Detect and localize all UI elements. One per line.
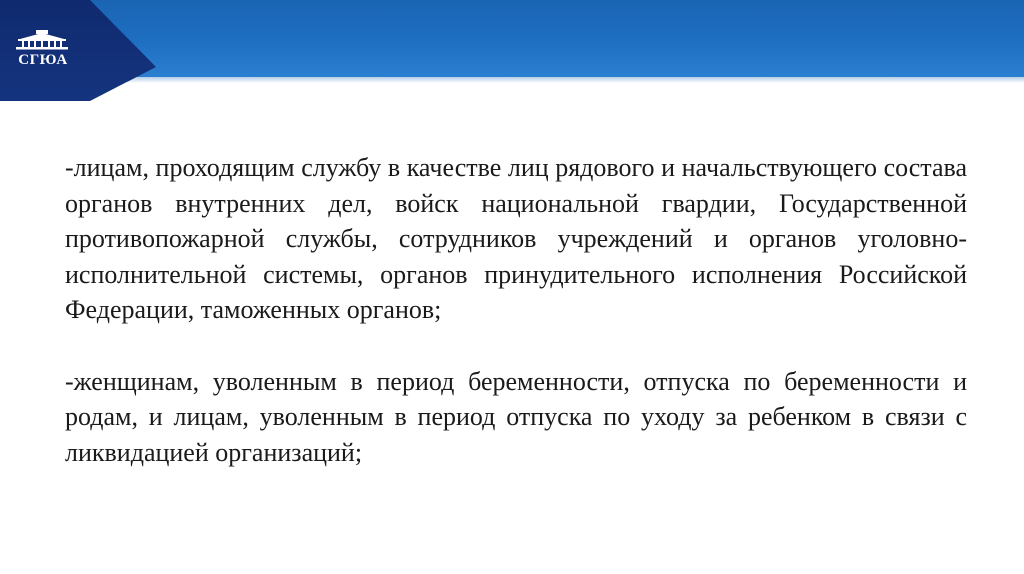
logo-tab-shape [0,0,156,101]
paragraph-2: -женщинам, уволенным в период беременности, отпуска по беременности и родам, и лицам, уволенным в период отпуска по уходу за ребенком в связи с ликвидацией организаций; [65,366,967,467]
building-emblem-icon [14,30,70,50]
logo-text: СГЮА [18,52,68,68]
content-body [65,150,967,470]
paragraph-1: -лицам, проходящим службу в качестве лиц рядового и начальствующего состава органов внутренних дел, войск национальной гвардии, Государственной противопожарной службы, сотрудников учреждений и органов уголовно-исполнительной системы, органов принудительного исполнения Российской Федерации, таможенных органов; [65,153,967,324]
logo-tab [0,0,156,101]
